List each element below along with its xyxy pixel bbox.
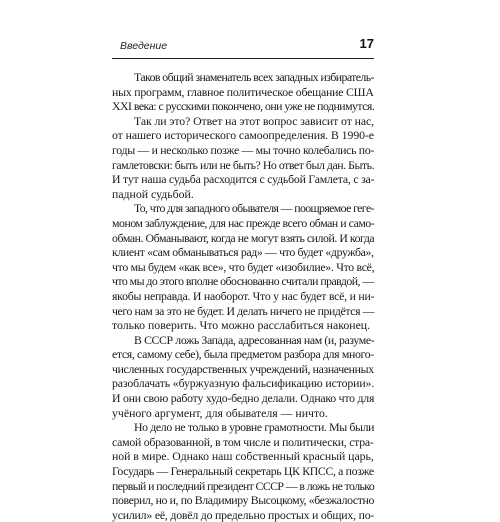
text-line: самой образованной, в том числе и политически, стра-	[112, 434, 374, 449]
text-line: обман. Обманывают, когда не могут взять силой. И когда	[112, 230, 375, 245]
text-line: моном заблуждение, для нас прежде всего обман и само-	[112, 215, 375, 230]
paragraph	[112, 201, 374, 332]
running-header	[112, 34, 374, 59]
text-line: якобы неправда. И наоборот. Что у нас будет всё, и ни-	[112, 288, 375, 303]
text-line: В СССР ложь Запада, адресованная нам (и, разуме-	[134, 332, 375, 347]
text-line: от нашего исторического самоопределения. В 1990-е	[112, 128, 374, 143]
text-line: годы — и несколько позже — мы точно колебались по-	[112, 142, 375, 157]
text-line: Таков общий знаменатель всех западных избиратель-	[134, 70, 374, 84]
text-line: усилил» её, довёл до предельно простых и общих, по-	[112, 507, 375, 522]
text-line: ной в мире. Однако наш собственный красный царь,	[112, 449, 374, 464]
text-line: численных государственных учреждений, назначенных	[112, 361, 374, 376]
text-line: учёного аргумент, для обывателя — ничто.	[112, 405, 328, 420]
section-title: Введение	[120, 40, 168, 52]
text-line: ных программ, главное политическое обещание США	[112, 84, 374, 99]
text-line: То, что для западного обывателя — поощряемое гегe-	[134, 201, 374, 216]
text-line: И они свою работу худо-бедно делали. Однако что для	[112, 391, 375, 406]
text-line: поверил, но и, по Владимиру Высоцкому, «безжалостно	[112, 493, 375, 508]
paragraph	[112, 70, 374, 114]
text-line: И тут наша судьба расходится с судьбой Гамлета, с за-	[112, 172, 375, 187]
text-line: разоблачать «буржуазную фальсификацию истории».	[112, 376, 375, 391]
paragraph	[112, 420, 374, 522]
text-line: Так ли это? Ответ на этот вопрос зависит от нас,	[134, 113, 375, 128]
text-line: Но дело не только в уровне грамотности. Мы были	[134, 420, 375, 435]
text-line: что мы до этого вполне обоснованно считали правдой, —	[112, 274, 374, 289]
paragraph	[112, 114, 374, 202]
body-text	[112, 70, 374, 522]
text-line: ется, самому себе), была предметом разбора для много-	[112, 347, 374, 362]
text-line: Государь — Генеральный секретарь ЦК КПСС, а позже	[112, 464, 374, 479]
text-line: клиент «сам обманываться рад» — что будет «дружба»,	[112, 245, 374, 260]
text-line: только поверить. Что можно расслабиться наконец.	[112, 318, 371, 333]
text-line: гамлетовски: быть или не быть? Но ответ был дан. Быть.	[112, 157, 375, 172]
text-line: что мы будем «как все», что будет «изобилие». Что всё,	[112, 259, 375, 274]
text-line: XXI века: с русскими покончено, они уже не поднимутся.	[112, 99, 375, 114]
paragraph	[112, 333, 374, 421]
text-line: падной судьбой.	[112, 186, 194, 201]
text-line: первый и последний президент СССР — в ложь не только	[112, 478, 375, 493]
text-line: чего нам за это не будет. И делать ничего не придётся —	[112, 303, 375, 318]
page-number: 17	[359, 36, 374, 51]
